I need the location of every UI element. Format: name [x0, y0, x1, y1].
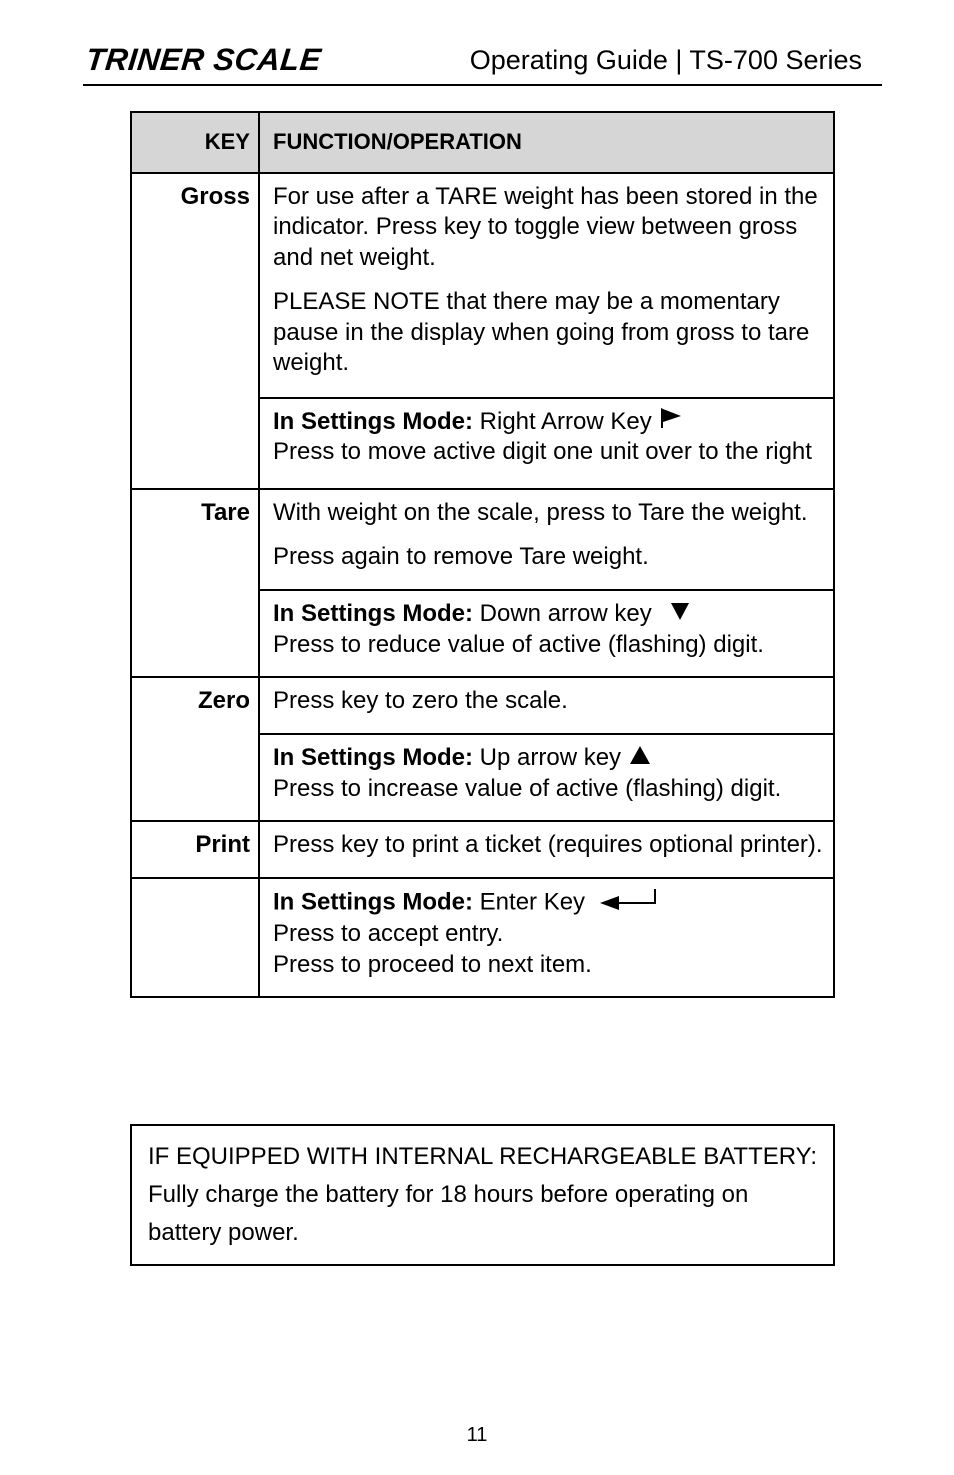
settings-key-name: Enter Key: [473, 888, 586, 916]
function-text: Press key to print a ticket (requires optional printer).: [273, 831, 823, 859]
enter-key-icon: [599, 887, 659, 920]
table-row: [131, 173, 834, 398]
function-cell: [259, 821, 834, 878]
function-cell: [259, 173, 834, 398]
settings-label: In Settings Mode:: [273, 599, 473, 627]
function-text: With weight on the scale, press to Tare the weight.: [273, 498, 808, 526]
table-row: [131, 821, 834, 878]
page-header: [83, 40, 882, 86]
page-number: 11: [466, 1424, 488, 1446]
settings-cell: [259, 878, 834, 998]
right-arrow-icon: [660, 407, 682, 438]
settings-cell: [259, 398, 834, 489]
settings-label: In Settings Mode:: [273, 743, 473, 771]
down-arrow-icon: [670, 599, 690, 630]
settings-key-name: Down arrow key: [473, 599, 652, 627]
column-header-function: FUNCTION/OPERATION: [259, 112, 834, 173]
key-function-table: [130, 111, 835, 998]
settings-key-name: Right Arrow Key: [473, 407, 652, 435]
function-cell: [259, 677, 834, 734]
table-row: [131, 677, 834, 734]
key-zero: Zero: [131, 677, 259, 821]
key-tare: Tare: [131, 489, 259, 677]
function-cell: [259, 489, 834, 590]
settings-description: Press to increase value of active (flashing) digit.: [273, 774, 782, 802]
settings-description: Press to reduce value of active (flashing) digit.: [273, 630, 764, 658]
function-note: PLEASE NOTE that there may be a momentary pause in the display when going from gross to tare weight.: [273, 288, 810, 376]
key-print: Print: [131, 821, 259, 878]
settings-cell: [259, 590, 834, 677]
function-text: For use after a TARE weight has been stored in the indicator. Press key to toggle view between gross and net weight.: [273, 182, 818, 271]
settings-label: In Settings Mode:: [273, 407, 473, 435]
column-header-key: KEY: [131, 112, 259, 173]
guide-title: Operating Guide | TS-700 Series: [469, 45, 862, 75]
key-gross: Gross: [131, 173, 259, 489]
settings-key-name: Up arrow key: [473, 743, 622, 771]
battery-note: IF EQUIPPED WITH INTERNAL RECHARGEABLE BATTERY: Fully charge the battery for 18 hours before operating on battery power.: [130, 1124, 835, 1266]
key-enter-blank: [131, 878, 259, 998]
settings-description: Press to accept entry.: [273, 920, 504, 948]
up-arrow-icon: [629, 743, 651, 774]
settings-description-2: Press to proceed to next item.: [273, 950, 592, 978]
function-text-2: Press again to remove Tare weight.: [273, 543, 649, 571]
table-header-row: [131, 112, 834, 173]
table-row: [131, 878, 834, 998]
settings-label: In Settings Mode:: [273, 888, 473, 916]
table-row: [131, 489, 834, 590]
function-text: Press key to zero the scale.: [273, 687, 568, 715]
brand-logo: TRINER SCALE: [84, 42, 323, 77]
settings-description: Press to move active digit one unit over to the right: [273, 438, 812, 466]
settings-cell: [259, 734, 834, 821]
